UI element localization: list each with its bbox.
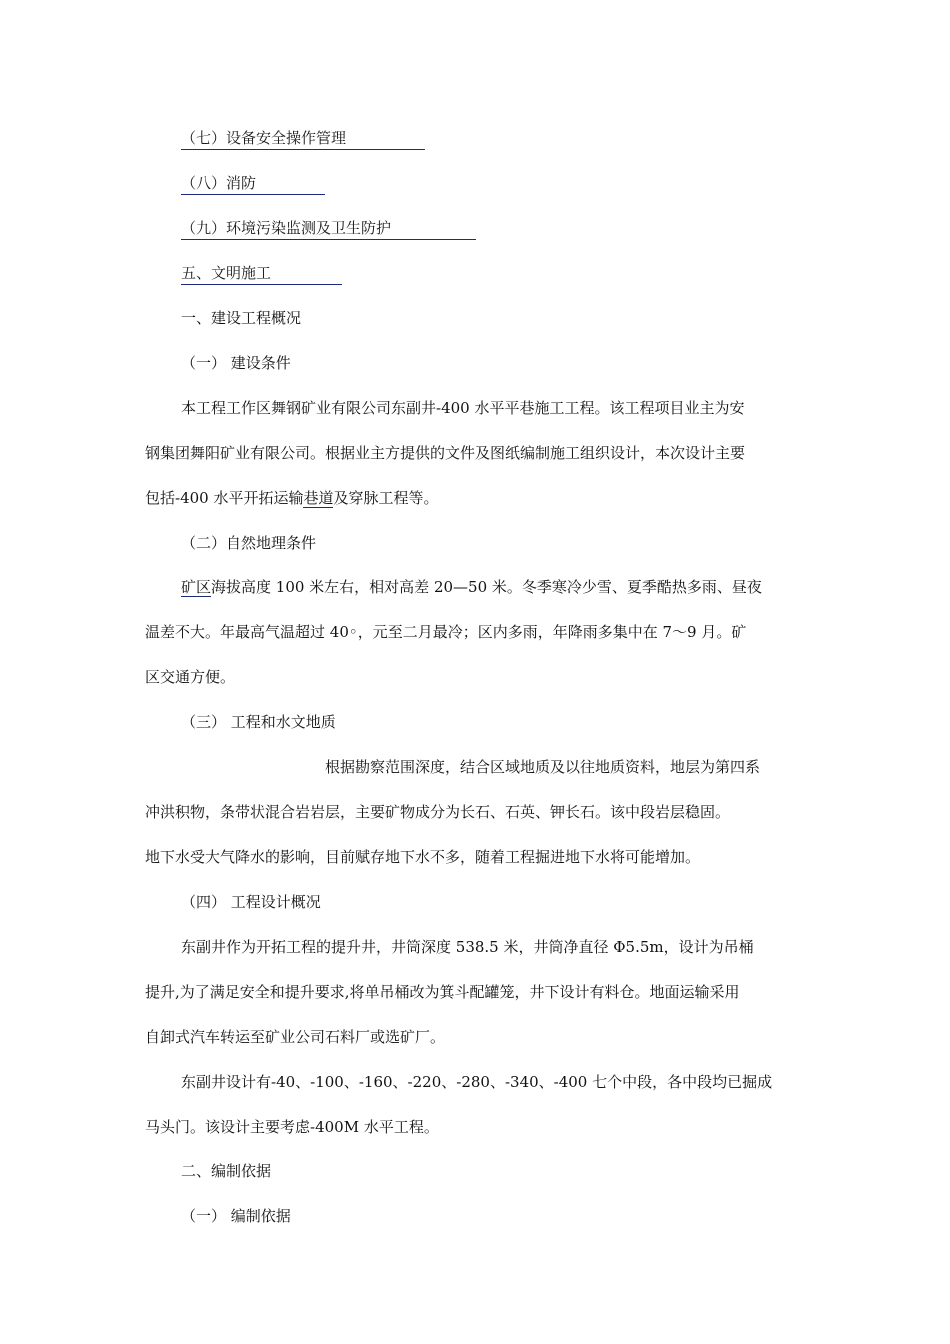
toc-item-9-label: （九）环境污染监测及卫生防护	[181, 218, 476, 240]
toc-item-7-label: （七）设备安全操作管理	[181, 128, 425, 150]
paragraph-line: 提升,为了满足安全和提升要求,将单吊桶改为箕斗配罐笼，井下设计有料仓。地面运输采用	[145, 983, 740, 1001]
subsection-1-4-heading: （四） 工程设计概况	[181, 893, 321, 911]
subsection-1-2-heading: （二）自然地理条件	[181, 534, 317, 552]
toc-item-8-label: （八）消防	[181, 173, 325, 195]
paragraph-line	[181, 577, 762, 597]
subsection-1-3-heading: （三） 工程和水文地质	[181, 713, 336, 731]
toc-item-8[interactable]	[181, 173, 325, 195]
subsection-2-1-heading: （一） 编制依据	[181, 1207, 291, 1225]
toc-item-5-label: 五、文明施工	[181, 263, 342, 285]
paragraph-line: 冲洪积物，条带状混合岩岩层，主要矿物成分为长石、石英、钾长石。该中段岩层稳固。	[145, 803, 731, 821]
link-tunnel[interactable]: 巷道	[303, 489, 334, 507]
subsection-1-1-heading: （一） 建设条件	[181, 354, 291, 372]
section-1-heading: 一、建设工程概况	[181, 309, 302, 327]
paragraph-line: 区交通方便。	[145, 668, 236, 686]
paragraph-line: 根据勘察范围深度，结合区域地质及以往地质资料，地层为第四系	[325, 758, 761, 776]
text-span: 及穿脉工程等。	[333, 489, 439, 507]
paragraph-line	[145, 488, 439, 508]
paragraph-line: 地下水受大气降水的影响，目前赋存地下水不多，随着工程掘进地下水将可能增加。	[145, 848, 701, 866]
link-mine-area[interactable]: 矿区	[181, 578, 212, 596]
text-span: 海拔高度 100 米左右，相对高差 20—50 米。冬季寒冷少雪、夏季酷热多雨、昼夜	[211, 578, 762, 596]
text-span: 包括-400 水平开拓运输	[145, 489, 304, 507]
paragraph-line: 本工程工作区舞钢矿业有限公司东副井-400 水平平巷施工工程。该工程项目业主为安	[181, 399, 745, 417]
toc-item-9[interactable]	[181, 218, 476, 240]
paragraph-line: 东副井作为开拓工程的提升井，井筒深度 538.5 米，井筒净直径 Φ5.5m，设计为吊桶	[181, 938, 754, 956]
paragraph-line: 钢集团舞阳矿业有限公司。根据业主方提供的文件及图纸编制施工组织设计，本次设计主要	[145, 444, 746, 462]
paragraph-line: 自卸式汽车转运至矿业公司石料厂或选矿厂。	[145, 1028, 446, 1046]
paragraph-line: 马头门。该设计主要考虑-400M 水平工程。	[145, 1118, 439, 1136]
toc-item-7[interactable]	[181, 128, 425, 150]
paragraph-line: 温差不大。年最高气温超过 40◦，元至二月最冷；区内多雨，年降雨多集中在 7～9 月。矿	[145, 623, 747, 641]
section-2-heading: 二、编制依据	[181, 1162, 272, 1180]
paragraph-line: 东副井设计有-40、-100、-160、-220、-280、-340、-400 七个中段，各中段均已掘成	[181, 1073, 773, 1091]
toc-item-5[interactable]	[181, 263, 342, 285]
